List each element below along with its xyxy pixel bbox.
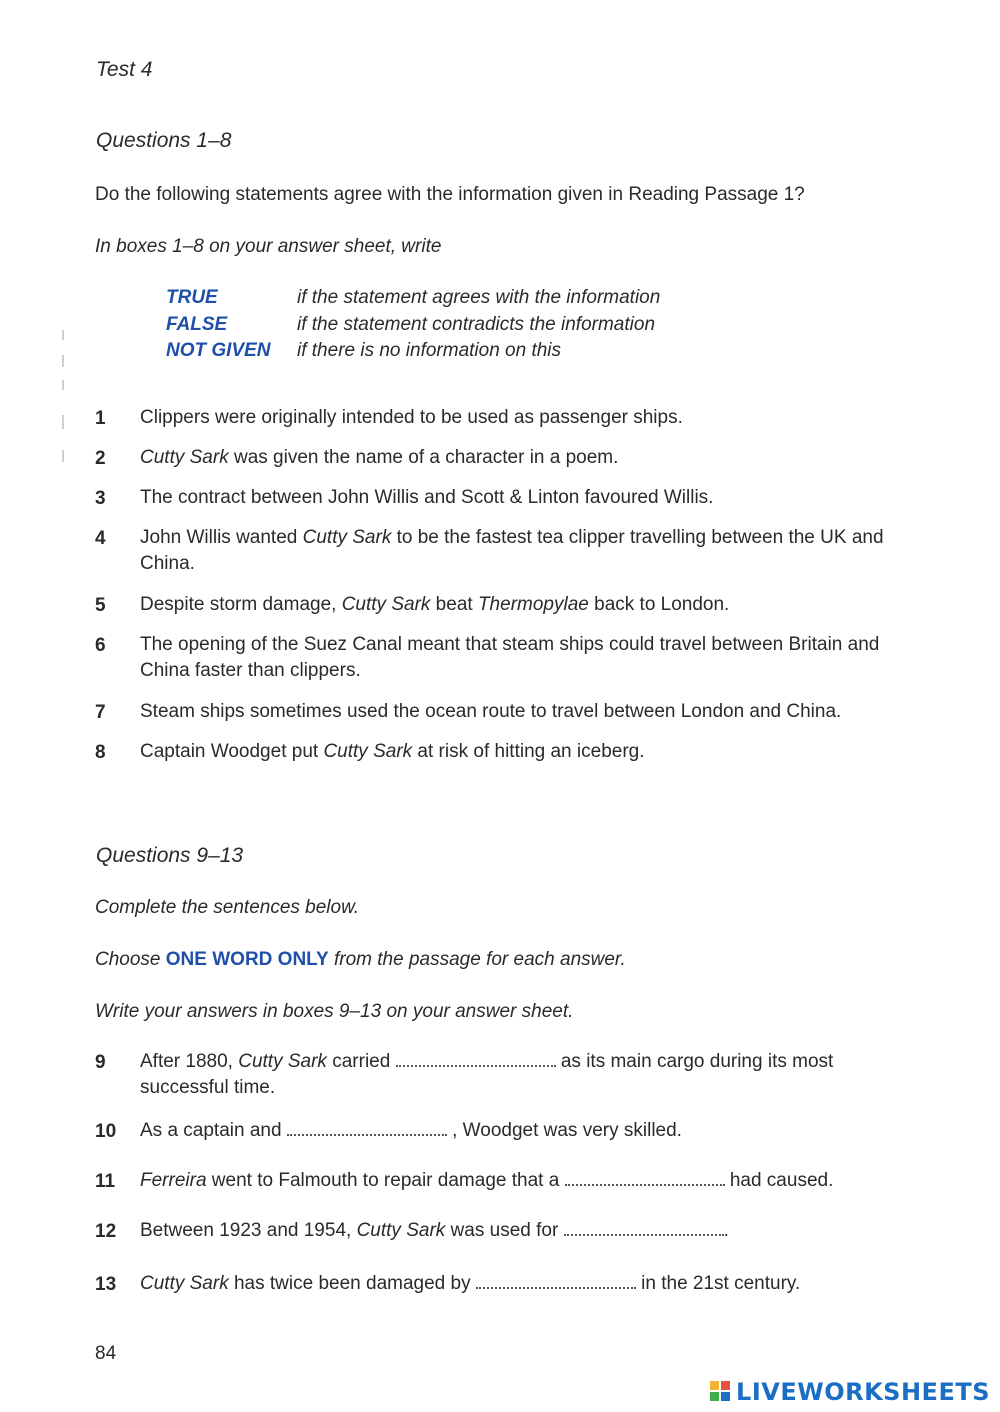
tfng-question-number: 4 [95,528,106,549]
italic-title: Cutty Sark [341,594,431,615]
sentence-question-number: 12 [95,1221,117,1242]
choose-suffix: from the passage for each answer. [328,949,626,970]
text-segment: The contract between John Willis and Scott & Linton favoured Willis. [140,487,714,508]
text-segment: Between 1923 and 1954, [140,1220,357,1241]
test-label: Test 4 [96,58,153,81]
text-segment: Steam ships sometimes used the ocean route to travel between London and China. [140,701,842,722]
italic-title: Thermopylae [477,594,589,615]
sentence-question-text [140,1049,910,1101]
tfng-question-text [140,405,910,431]
page-number: 84 [95,1343,117,1364]
text-segment: , Woodget was very skilled. [446,1120,682,1141]
tfng-question-text [140,525,910,577]
answer-blank[interactable] [564,1220,724,1236]
text-segment: in the 21st century. [635,1273,801,1294]
italic-title: Cutty Sark [238,1051,327,1072]
tfng-question-text [140,592,910,618]
text-segment: Captain Woodget put [140,741,324,762]
text-segment: back to London. [588,594,730,615]
sentence-question-text [140,1118,910,1144]
legend-key-not-given: NOT GIVEN [166,340,271,361]
text-segment: . [723,1220,729,1241]
text-segment: was given the name of a character in a poem. [228,447,619,468]
text-segment: Clippers were originally intended to be used as passenger ships. [140,407,683,428]
tfng-question-number: 7 [95,702,106,723]
italic-title: Cutty Sark [140,447,229,468]
italic-title: Cutty Sark [356,1220,446,1241]
legend-key-true: TRUE [166,287,218,308]
text-segment: After 1880, [140,1051,239,1072]
section2-heading: Questions 9–13 [96,844,244,867]
tfng-question-text [140,485,910,511]
answer-blank[interactable] [396,1051,556,1067]
sentence-question-text [140,1168,910,1194]
legend-desc-false: if the statement contradicts the information [297,314,656,335]
tfng-question-text [140,445,910,471]
tfng-question-number: 3 [95,488,106,509]
tfng-question-text [140,632,910,684]
sentence-question-text [140,1218,910,1244]
one-word-only-emphasis: ONE WORD ONLY [165,949,329,970]
sentence-question-number: 10 [95,1121,117,1142]
tfng-question-number: 8 [95,742,106,763]
sentence-question-text [140,1271,910,1297]
italic-title: Cutty Sark [302,527,392,548]
answer-blank[interactable] [565,1170,725,1186]
text-segment: went to Falmouth to repair damage that a [206,1170,565,1191]
italic-title: Ferreira [140,1170,207,1191]
text-segment: to be the fastest tea clipper travelling between the UK and China. [140,527,884,574]
tfng-question-text [140,699,910,725]
answer-blank[interactable] [287,1120,447,1136]
legend-desc-true: if the statement agrees with the information [297,287,661,308]
choose-prefix: Choose [95,949,166,970]
text-segment: has twice been damaged by [228,1273,476,1294]
legend-key-false: FALSE [166,314,228,335]
italic-title: Cutty Sark [140,1273,229,1294]
tfng-question-number: 1 [95,408,106,429]
sentence-question-number: 9 [95,1052,106,1073]
liveworksheets-logo-text: LIVEWORKSHEETS [736,1378,990,1406]
tfng-question-text [140,739,910,765]
legend-desc-not-given: if there is no information on this [297,340,562,361]
text-segment: Despite storm damage, [140,594,342,615]
text-segment: beat [430,594,478,615]
text-segment: had caused. [724,1170,834,1191]
section2-instruction-choose [95,949,626,971]
text-segment: at risk of hitting an iceberg. [412,741,645,762]
text-segment: John Willis wanted [140,527,303,548]
tfng-question-number: 2 [95,448,106,469]
text-segment: carried [326,1051,396,1072]
answer-blank[interactable] [476,1273,636,1289]
section2-instruction-boxes: Write your answers in boxes 9–13 on your answer sheet. [95,1001,574,1022]
liveworksheets-logo-icon [710,1381,732,1403]
section2-instruction-complete: Complete the sentences below. [95,897,360,918]
text-segment: The opening of the Suez Canal meant that steam ships could travel between Britain and China faster than clippers. [140,634,880,681]
text-segment: As a captain and [140,1120,287,1141]
tfng-question-number: 6 [95,635,106,656]
margin-marks [62,320,66,470]
sentence-question-number: 13 [95,1274,117,1295]
italic-title: Cutty Sark [323,741,413,762]
text-segment: as its main cargo during its most successful time. [140,1051,834,1098]
sentence-question-number: 11 [95,1171,116,1192]
text-segment: was used for [445,1220,564,1241]
tfng-question-number: 5 [95,595,106,616]
liveworksheets-logo[interactable] [710,1377,990,1407]
section1-instruction: Do the following statements agree with the information given in Reading Passage 1? [95,184,805,205]
section1-boxes-instruction: In boxes 1–8 on your answer sheet, write [95,236,442,257]
section1-heading: Questions 1–8 [96,129,232,152]
